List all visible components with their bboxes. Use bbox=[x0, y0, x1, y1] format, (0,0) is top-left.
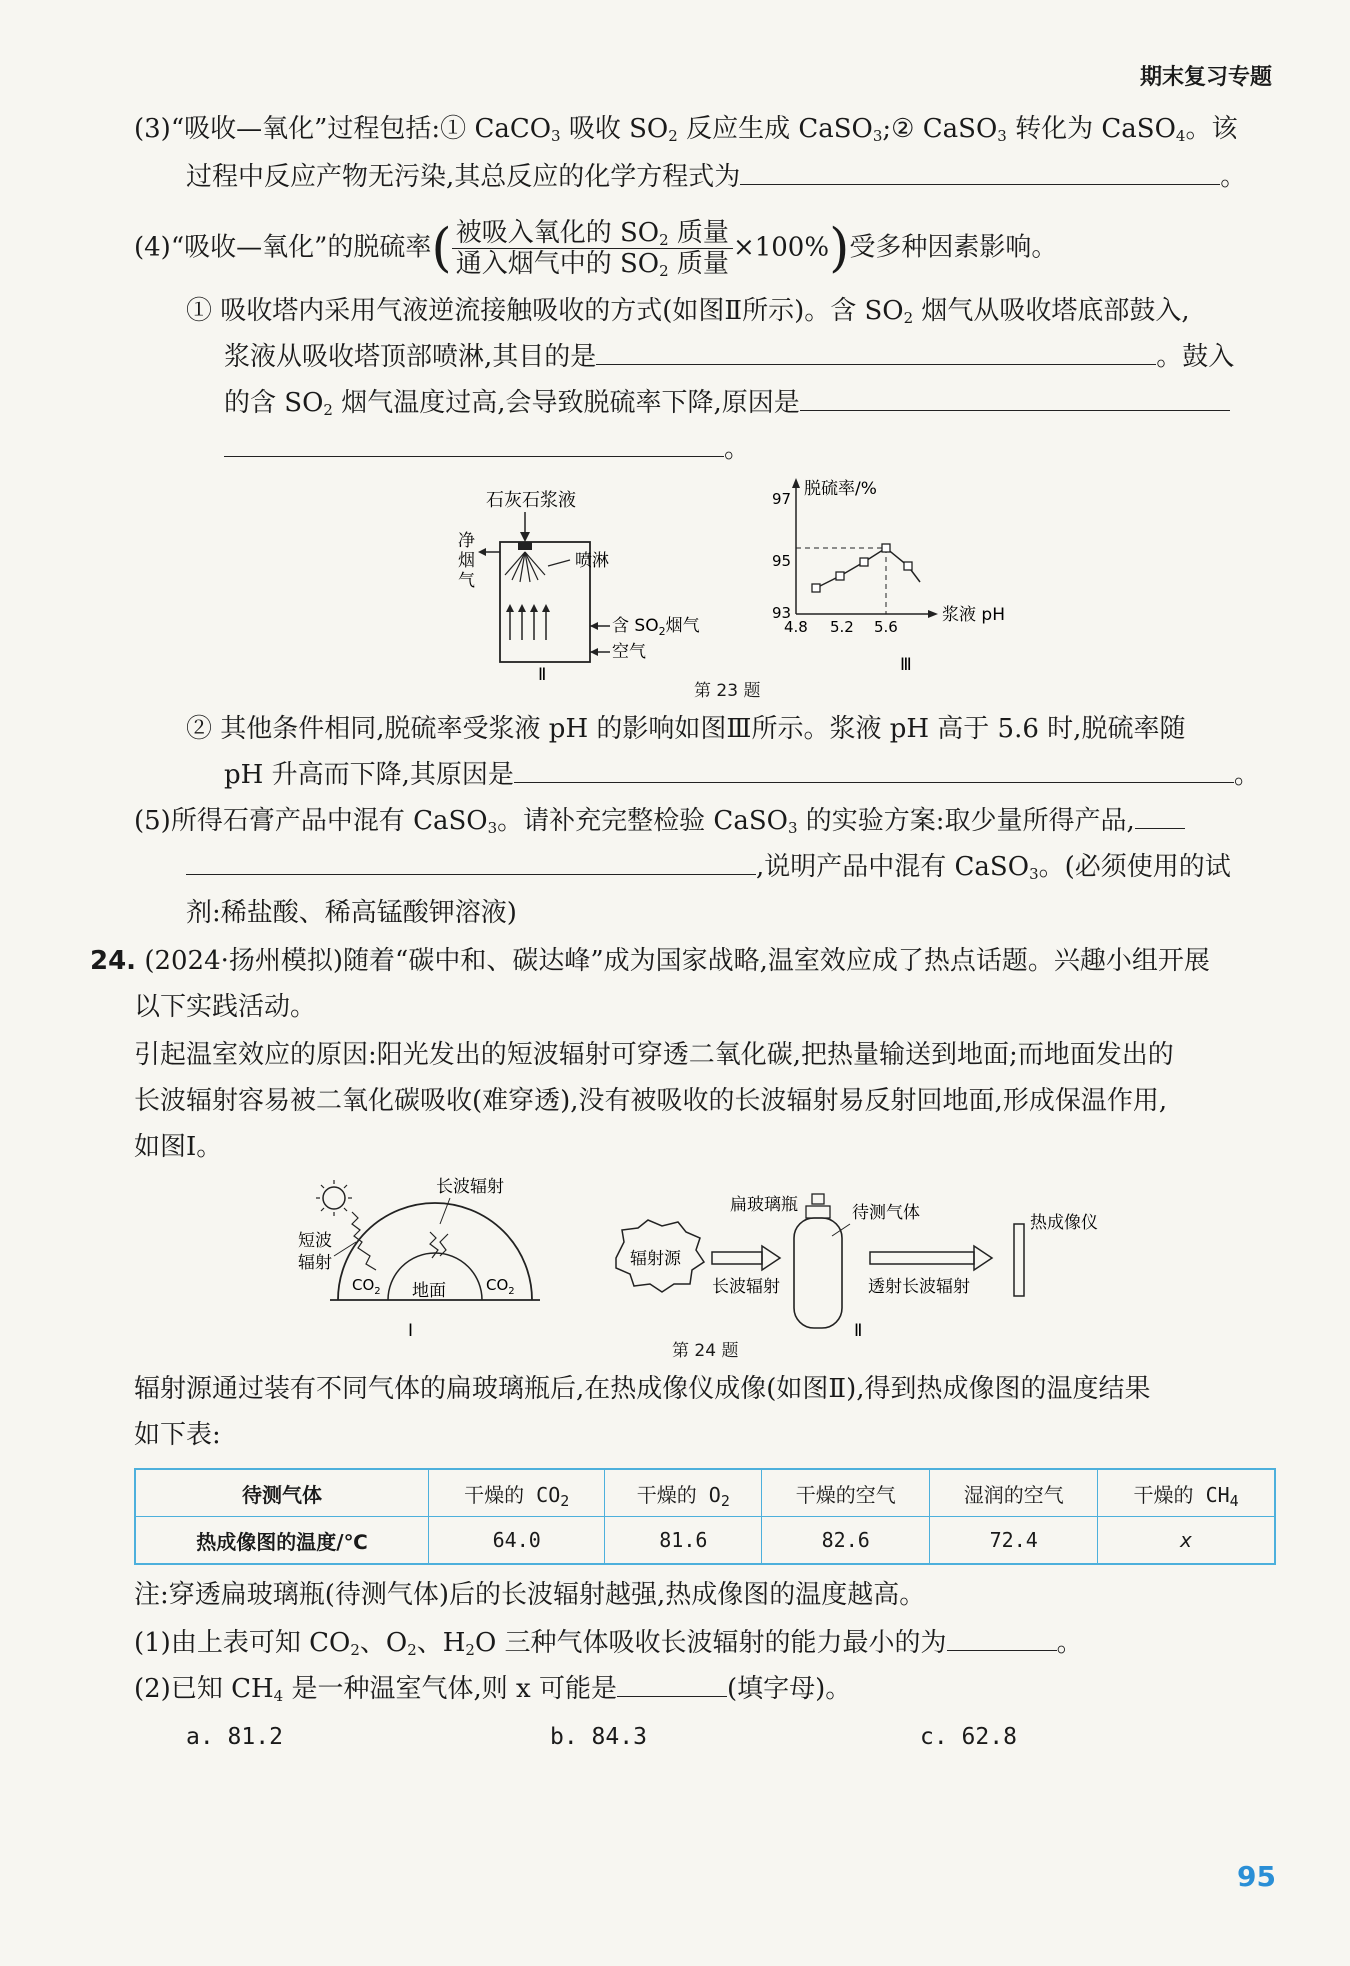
spray-lines bbox=[505, 552, 545, 582]
q24-sub2: (2)已知 $CH_4$ 是一种温室气体,则 x 可能是 (填字母)。 bbox=[134, 1674, 852, 1705]
desulfurization-ph-chart bbox=[760, 474, 1040, 684]
sun-icon bbox=[323, 1187, 345, 1209]
table-header-temp: 热成像图的温度/℃ bbox=[135, 1517, 429, 1565]
point-3 bbox=[860, 558, 868, 566]
q24-line5: 如图Ⅰ。 bbox=[134, 1132, 223, 1162]
chart-points bbox=[812, 544, 912, 592]
option-a[interactable]: a. 81.2 bbox=[186, 1724, 283, 1750]
q24-note: 注:穿透扁玻璃瓶(待测气体)后的长波辐射越强,热成像图的温度越高。 bbox=[134, 1580, 926, 1610]
label-clean-gas-2: 烟 bbox=[458, 551, 475, 571]
q23-part5-line2: ,说明产品中混有 CaSO$_3$。(必须使用的试 bbox=[186, 850, 1231, 884]
answer-blank[interactable] bbox=[740, 162, 1220, 185]
q23-part3-line2: 过程中反应产物无污染,其总反应的化学方程式为 。 bbox=[186, 162, 1247, 192]
q23-figure-caption: 第 23 题 bbox=[694, 681, 761, 701]
label-thermal-imager: 热成像仪 bbox=[1030, 1213, 1098, 1233]
q23-part4-line: (4)“吸收—氧化”的脱硫率( $\frac{被吸入氧化的 SO_2 质量}{通入烟气中的 SO_2 质量}$ ×100%)受多种因素影响。 bbox=[134, 218, 1058, 280]
label-co2-right: $CO_2$ bbox=[486, 1276, 515, 1297]
q23-part4-1-line2: 浆液从吸收塔顶部喷淋,其目的是 。鼓入 bbox=[224, 342, 1235, 372]
label-so2-gas: 含 $SO_2$烟气 bbox=[612, 616, 700, 638]
arrow-long-wave bbox=[762, 1246, 780, 1270]
label-co2-left: $CO_2$ bbox=[352, 1276, 381, 1297]
label-short-wave-2: 辐射 bbox=[298, 1253, 332, 1273]
ytick-95: 95 bbox=[772, 552, 792, 570]
label-flat-flask: 扁玻璃瓶 bbox=[730, 1195, 798, 1215]
thermal-imaging-table bbox=[134, 1468, 1276, 1565]
q24-sub1: (1)由上表可知 $CO_2$、$O_2$、$H_2O$ 三种气体吸收长波辐射的能力最小的为 。 bbox=[134, 1628, 1083, 1659]
q23-part4-1-line3: 的含 $SO_2$ 烟气温度过高,会导致脱硫率下降,原因是 bbox=[224, 386, 1230, 420]
chart-ylabel: 脱硫率/% bbox=[804, 479, 877, 499]
label-limestone-slurry: 石灰石浆液 bbox=[486, 490, 576, 511]
answer-blank[interactable] bbox=[186, 852, 756, 875]
label-short-wave-1: 短波 bbox=[298, 1231, 332, 1251]
radiation-experiment-diagram bbox=[600, 1184, 1140, 1344]
label-ground: 地面 bbox=[412, 1281, 446, 1301]
ytick-97: 97 bbox=[772, 490, 792, 508]
table-cell: 干燥的 $CO_2$ bbox=[429, 1469, 605, 1517]
answer-blank[interactable] bbox=[224, 434, 724, 457]
table-cell: 干燥的 $CH_4$ bbox=[1098, 1469, 1275, 1517]
label-air: 空气 bbox=[612, 642, 646, 662]
label-long-wave-in: 长波辐射 bbox=[712, 1277, 780, 1297]
fig3-roman: Ⅲ bbox=[900, 655, 912, 675]
q24-line4: 长波辐射容易被二氧化碳吸收(难穿透),没有被吸收的长波辐射易反射回地面,形成保温作用, bbox=[134, 1086, 1168, 1116]
table-cell: 湿润的空气 bbox=[930, 1469, 1098, 1517]
q23-part3-line1: (3)“吸收—氧化”过程包括:① CaCO$_3$ 吸收 $SO_2$ 反应生成 CaSO$_3$;② CaSO$_3$ 转化为 CaSO$_4$。该 bbox=[134, 114, 1238, 145]
q23-part4-2-line1: ② 其他条件相同,脱硫率受浆液 pH 的影响如图Ⅲ所示。浆液 pH 高于 5.6 时,脱硫率随 bbox=[186, 714, 1186, 744]
answer-blank[interactable] bbox=[1135, 806, 1185, 829]
q24-line6: 辐射源通过装有不同气体的扁玻璃瓶后,在热成像仪成像(如图Ⅱ),得到热成像图的温度结果 bbox=[134, 1374, 1151, 1404]
point-1 bbox=[812, 584, 820, 592]
fig2-roman-24: Ⅱ bbox=[854, 1321, 863, 1341]
label-long-wave: 长波辐射 bbox=[436, 1177, 504, 1197]
xtick-5.6: 5.6 bbox=[874, 618, 898, 636]
question-number: 24. bbox=[90, 946, 137, 976]
ytick-93: 93 bbox=[772, 604, 792, 622]
table-cell: 72.4 bbox=[930, 1517, 1098, 1565]
page-number: 95 bbox=[1237, 1860, 1276, 1893]
q24-line7: 如下表: bbox=[134, 1420, 221, 1450]
option-b[interactable]: b. 84.3 bbox=[550, 1724, 647, 1750]
point-4 bbox=[882, 544, 890, 552]
absorption-tower-diagram bbox=[440, 480, 700, 680]
answer-blank[interactable] bbox=[947, 1628, 1057, 1651]
page-header-title: 期末复习专题 bbox=[1139, 65, 1272, 90]
q23-part4-1-line4: 。 bbox=[224, 432, 750, 466]
xtick-5.2: 5.2 bbox=[830, 618, 854, 636]
upward-gas-arrows bbox=[510, 610, 546, 640]
q23-part5-line1: (5)所得石膏产品中混有 CaSO$_3$。请补充完整检验 CaSO$_3$ 的实验方案:取少量所得产品, bbox=[134, 804, 1185, 838]
table-cell: 81.6 bbox=[605, 1517, 762, 1565]
q24-figure-caption: 第 24 题 bbox=[672, 1341, 739, 1361]
x-tick-labels bbox=[784, 618, 898, 636]
label-clean-gas-1: 净 bbox=[458, 531, 475, 551]
table-cell: 干燥的空气 bbox=[762, 1469, 930, 1517]
fig2-roman: Ⅱ bbox=[538, 665, 547, 680]
q23-part5-line3: 剂:稀盐酸、稀高锰酸钾溶液) bbox=[186, 898, 517, 928]
greenhouse-effect-diagram bbox=[290, 1172, 550, 1342]
q24-line1: 24. (2024·扬州模拟)随着“碳中和、碳达峰”成为国家战略,温室效应成了热点话题。兴趣小组开展 bbox=[90, 946, 1210, 976]
y-tick-labels bbox=[772, 490, 791, 622]
table-cell: 干燥的 $O_2$ bbox=[605, 1469, 762, 1517]
point-5 bbox=[904, 562, 912, 570]
label-test-gas: 待测气体 bbox=[852, 1203, 920, 1223]
table-row bbox=[135, 1517, 1275, 1565]
q24-line3: 引起温室效应的原因:阳光发出的短波辐射可穿透二氧化碳,把热量输送到地面;而地面发出的 bbox=[134, 1040, 1174, 1070]
table-header-gas: 待测气体 bbox=[135, 1469, 429, 1517]
answer-blank[interactable] bbox=[800, 388, 1230, 411]
table-row bbox=[135, 1469, 1275, 1517]
label-radiation-source: 辐射源 bbox=[630, 1249, 681, 1269]
label-transmitted-wave: 透射长波辐射 bbox=[868, 1277, 970, 1297]
label-clean-gas-3: 气 bbox=[458, 571, 475, 591]
option-c[interactable]: c. 62.8 bbox=[920, 1724, 1017, 1750]
desulfurization-fraction: $\frac{被吸入氧化的 SO_2 质量}{通入烟气中的 SO_2 质量}$ bbox=[452, 218, 733, 279]
label-spray: 喷淋 bbox=[575, 551, 609, 571]
q24-line2: 以下实践活动。 bbox=[134, 992, 317, 1022]
chart-xlabel: 浆液 pH bbox=[942, 605, 1005, 625]
answer-blank[interactable] bbox=[514, 760, 1234, 783]
q23-part4-1-line1: ① 吸收塔内采用气液逆流接触吸收的方式(如图Ⅱ所示)。含 $SO_2$ 烟气从吸收塔底部鼓入, bbox=[186, 296, 1190, 327]
q23-part4-2-line2: pH 升高而下降,其原因是 。 bbox=[224, 760, 1260, 790]
table-cell: 64.0 bbox=[429, 1517, 605, 1565]
answer-blank[interactable] bbox=[596, 342, 1156, 365]
table-cell: x bbox=[1098, 1517, 1275, 1565]
xtick-4.8: 4.8 bbox=[784, 618, 808, 636]
fig1-roman: Ⅰ bbox=[408, 1321, 414, 1341]
answer-blank[interactable] bbox=[617, 1674, 727, 1697]
thermal-imager bbox=[1014, 1224, 1024, 1296]
table-cell: 82.6 bbox=[762, 1517, 930, 1565]
arrow-transmitted bbox=[974, 1246, 992, 1270]
point-2 bbox=[836, 572, 844, 580]
